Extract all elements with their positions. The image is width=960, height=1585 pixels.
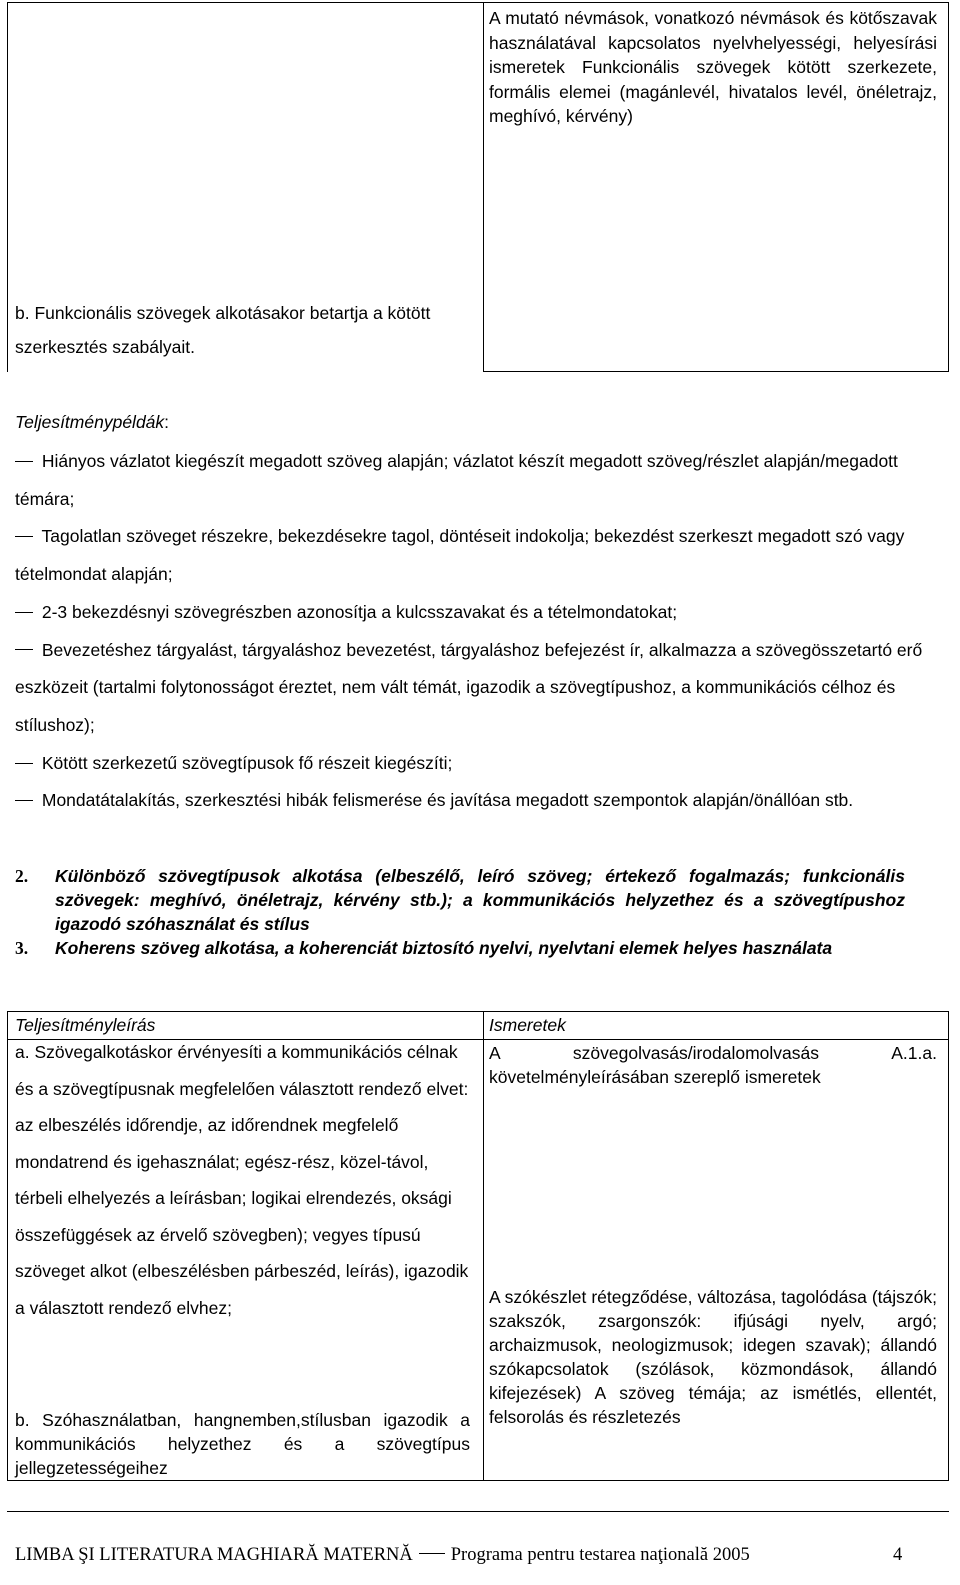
bottom-table-left-a: a. Szövegalkotáskor érvényesíti a kommunikációs célnak és a szövegtípusnak megfelelően választott rendező elvet: az elbeszélés időrendje, az időrendnek megfelelő mondatrend és igehasználat; egész-rész, közel-távol, térbeli elhelyezés a leírásban; logikai elrendezés, oksági összefüggések az érvelő szövegben); vegyes típusú szöveget alkot (elbeszélésben párbeszéd, leírás), igazodik a választott rendező elvhez; [15, 1042, 469, 1318]
column-header-performance: Teljesítményleírás [15, 1015, 156, 1035]
list-item-text: Hiányos vázlatot kiegészít megadott szöveg alapján; vázlatot készít megadott szöveg/részlet alapján/megadott témára; [15, 451, 898, 509]
performance-examples-title-colon: : [164, 412, 170, 432]
footer-left: LIMBA ŞI LITERATURA MAGHIARĂ MATERNĂ [15, 1545, 413, 1565]
table-divider [483, 3, 484, 372]
page-number: 4 [893, 1545, 903, 1565]
column-header-knowledge: Ismeretek [489, 1015, 566, 1035]
list-item [15, 594, 935, 632]
list-item [15, 443, 935, 518]
list-item-text: Mondatátalakítás, szerkesztési hibák felismerése és javítása megadott szempontok alapján/önállóan stb. [41, 790, 854, 811]
footer-right: Programa pentru testarea naţională 2005 [450, 1545, 750, 1565]
table-divider [483, 1012, 484, 1480]
heading-2 [15, 864, 905, 936]
dash-icon [15, 536, 33, 537]
heading-text: Különböző szövegtípusok alkotása (elbeszélő, leíró szöveg; értekező fogalmazás; funkcionális szövegek: meghívó, önéletrajz, kérvény stb.); a kommunikációs helyzethez és a szövegtípushoz igazodó szóhasználat és stílus [55, 866, 905, 934]
table-divider [483, 371, 948, 372]
dash-icon [15, 800, 33, 801]
performance-examples-list [15, 443, 935, 820]
heading-text: Koherens szöveg alkotása, a koherenciát biztosító nyelvi, nyelvtani elemek helyes használata [55, 938, 833, 958]
bottom-table-right-a: A szövegolvasás/irodalomolvasás A.1.a. követelményleírásában szereplő ismeretek [489, 1043, 937, 1087]
heading-3 [15, 936, 905, 960]
heading-number: 2. [15, 866, 29, 886]
dash-icon [15, 649, 33, 650]
list-item [15, 745, 935, 783]
top-table-right-cell: A mutató névmások, vonatkozó névmások és kötőszavak használatával kapcsolatos nyelvhelyességi, helyesírási ismeretek Funkcionális szövegek kötött szerkezete, formális elemei (magánlevél, hivatalos levél, önéletrajz, meghívó, kérvény) [489, 8, 937, 127]
bottom-table-left-b: b. Szóhasználatban, hangnemben,stílusban igazodik a kommunikációs helyzethez és a szövegtípus jellegzetességeihez [15, 1410, 470, 1478]
numbered-headings [15, 864, 905, 960]
list-item-text: Tagolatlan szöveget részekre, bekezdésekre tagol, döntéseit indokolja; bekezdést szerkeszt megadott szó vagy tételmondat alapján; [15, 526, 905, 585]
heading-number: 3. [15, 938, 29, 958]
footer-divider [7, 1511, 949, 1512]
performance-examples-title [15, 410, 169, 434]
dash-icon [15, 612, 33, 613]
list-item-text: Kötött szerkezetű szövegtípusok fő részeit kiegészíti; [41, 752, 453, 773]
dash-icon [419, 1553, 445, 1554]
dash-icon [15, 461, 33, 462]
page-footer [15, 1545, 915, 1566]
performance-examples-title-text: Teljesítménypéldák [15, 412, 165, 432]
list-item [15, 518, 935, 593]
bottom-table-right-b: A szókészlet rétegződése, változása, tagolódása (tájszók; szakszók, zsargonszók: ifjúsági nyelv, argó; archaizmusok, neologizmusok; idegen szavak); állandó szókapcsolatok (szólások, közmondások, állandó kifejezések) A szöveg témája; az ismétlés, ellentét, felsorolás és részletezés [489, 1287, 937, 1427]
dash-icon [15, 763, 33, 764]
top-table-left-cell: b. Funkcionális szövegek alkotásakor betartja a kötött szerkesztés szabályait. [15, 303, 431, 357]
list-item-text: 2-3 bekezdésnyi szövegrészben azonosítja a kulcsszavakat és a tételmondatokat; [41, 601, 678, 622]
list-item [15, 632, 935, 745]
list-item-text: Bevezetéshez tárgyalást, tárgyaláshoz bevezetést, tárgyaláshoz befejezést ír, alkalmazza a szövegösszetartó erő eszközeit (tartalmi folytonosságot éreztet, nem vált témát, igazodik a szövegtípushoz, a kommunikációs célhoz és stílushoz); [15, 639, 923, 735]
list-item [15, 782, 935, 820]
